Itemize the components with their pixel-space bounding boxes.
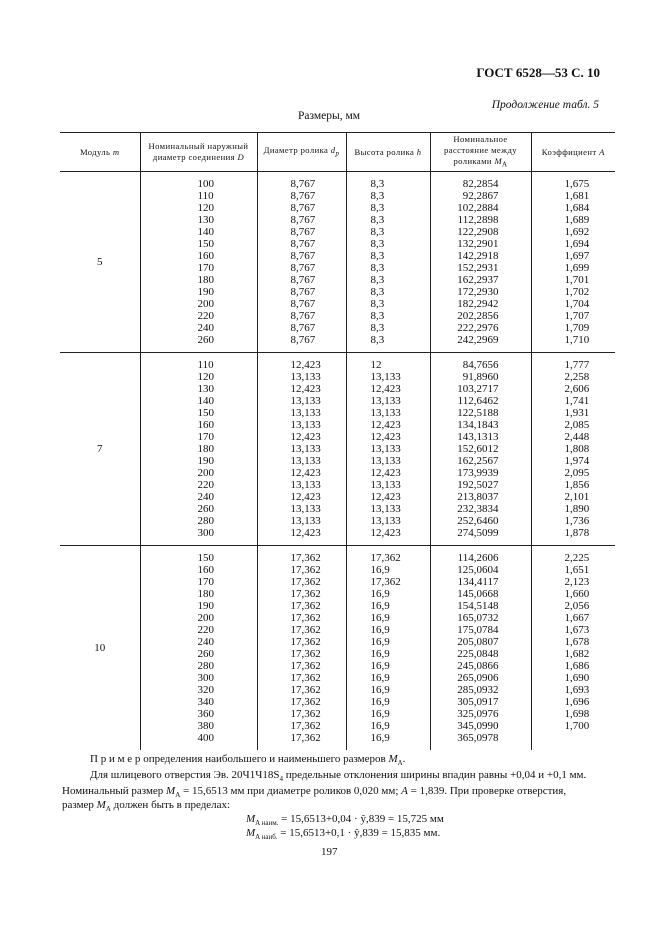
table-value: 12,423 [290, 431, 321, 443]
table-value: 122,2908 [457, 226, 499, 238]
table-value: 345,0990 [457, 720, 499, 732]
table-value: 8,3 [370, 334, 385, 346]
table-value: 170 [197, 262, 214, 274]
table-value: 17,362 [290, 564, 321, 576]
column-cell-MA [430, 353, 531, 546]
column-cell-MA [430, 172, 531, 353]
table-value: 1,667 [564, 612, 590, 624]
table-value: 120 [197, 371, 214, 383]
table-value: 280 [197, 515, 214, 527]
table-value: 1,698 [564, 708, 590, 720]
table-value: 142,2918 [457, 250, 499, 262]
table-value: 182,2942 [457, 298, 499, 310]
table-value: 8,3 [370, 238, 385, 250]
table-value: 130 [197, 383, 214, 395]
table-value: 13,133 [370, 395, 401, 407]
table-value: 16,9 [370, 708, 390, 720]
table-value: 17,362 [290, 624, 321, 636]
table-value: 143,1313 [457, 431, 499, 443]
table-value: 200 [197, 298, 214, 310]
table-value: 162,2937 [457, 274, 499, 286]
table-value: 280 [197, 660, 214, 672]
table-value: 17,362 [370, 576, 401, 588]
table-value: 1,890 [564, 503, 590, 515]
table-value: 325,0976 [457, 708, 499, 720]
table-value: 16,9 [370, 720, 390, 732]
table-value: 16,9 [370, 588, 390, 600]
table-value: 13,133 [290, 443, 321, 455]
example-line-4: размер $M_A$ должен быть в пределах: [62, 799, 231, 814]
column-cell-D [140, 353, 257, 546]
table-value: 1,651 [564, 564, 590, 576]
table-value: 1,692 [564, 226, 590, 238]
table-value: 8,3 [370, 178, 385, 190]
table-value: 1,707 [564, 310, 590, 322]
table-header-row [60, 133, 615, 172]
table-value: 100 [197, 178, 214, 190]
table-value: 8,767 [290, 214, 316, 226]
column-cell-h [346, 172, 430, 353]
table-value: 2,095 [564, 467, 590, 479]
table-value: 1,777 [564, 359, 590, 371]
table-value: 1,686 [564, 660, 590, 672]
table-value: 17,362 [290, 588, 321, 600]
table-value: 8,3 [370, 322, 385, 334]
table-value: 200 [197, 612, 214, 624]
table-value: 380 [197, 720, 214, 732]
table-value: 152,2931 [457, 262, 499, 274]
table-value: 17,362 [290, 732, 321, 744]
table-value: 340 [197, 696, 214, 708]
table-continuation-label: Продолжение табл. 5 [491, 99, 599, 111]
table-units-label: Размеры, мм [298, 110, 361, 122]
column-cell-D [140, 172, 257, 353]
col-header-distance: Номинальное расстояние между роликами $M_A$ [430, 133, 531, 172]
column-cell-h [346, 546, 430, 751]
table-value: 112,2898 [457, 214, 499, 226]
table-value: 112,6462 [457, 395, 499, 407]
table-value: 1,710 [564, 334, 590, 346]
table-value: 285,0932 [457, 684, 499, 696]
table-value: 200 [197, 467, 214, 479]
table-value: 13,133 [370, 479, 401, 491]
table-value: 260 [197, 648, 214, 660]
table-value: 8,3 [370, 274, 385, 286]
table-value: 160 [197, 250, 214, 262]
table-value: 132,2901 [457, 238, 499, 250]
table-value: 240 [197, 322, 214, 334]
table-value: 145,0668 [457, 588, 499, 600]
col-header-diameter: Номинальный наружный диаметр соединения D [140, 133, 257, 172]
table-value: 1,709 [564, 322, 590, 334]
table-value: 140 [197, 226, 214, 238]
table-value: 240 [197, 636, 214, 648]
table-value: 160 [197, 564, 214, 576]
table-value: 240 [197, 491, 214, 503]
table-value: 190 [197, 455, 214, 467]
table-value: 8,3 [370, 262, 385, 274]
table-value: 8,3 [370, 298, 385, 310]
example-line-2: Для шлицевого отверстия Эв. $20Ч1Ч18S_4$ предельные отклонения ширины впадин равны +0,04 и +0,1 мм. [90, 769, 587, 784]
table-value: 152,6012 [457, 443, 499, 455]
table-value: 17,362 [370, 552, 401, 564]
table-value: 12,423 [370, 491, 401, 503]
table-value: 1,673 [564, 624, 590, 636]
table-value: 13,133 [290, 407, 321, 419]
table-value: 13,133 [370, 515, 401, 527]
table-value: 1,931 [564, 407, 590, 419]
table-value: 225,0848 [457, 648, 499, 660]
formula-min: $M_{A наим.} = 15,6513+0,04$ · ŷ,839 = 15,725 мм [246, 813, 444, 828]
table-value: 12,423 [370, 467, 401, 479]
example-heading: П р и м е р определения наибольшего и наименьшего размеров $M_A$. [90, 753, 406, 768]
table-value: 170 [197, 576, 214, 588]
table-value: 1,684 [564, 202, 590, 214]
table-value: 260 [197, 334, 214, 346]
table-value: 110 [197, 190, 214, 202]
table-value: 12 [370, 359, 382, 371]
table-value: 17,362 [290, 612, 321, 624]
table-value: 2,056 [564, 600, 590, 612]
table-value: 2,101 [564, 491, 590, 503]
table-value: 12,423 [290, 383, 321, 395]
table-value: 2,085 [564, 419, 590, 431]
table-value: 16,9 [370, 732, 390, 744]
table-value: 8,767 [290, 202, 316, 214]
table-value: 8,767 [290, 238, 316, 250]
table-value: 2,606 [564, 383, 590, 395]
table-value: 1,660 [564, 588, 590, 600]
module-group-row [60, 353, 615, 546]
table-value: 300 [197, 672, 214, 684]
roller-dimensions-table [60, 132, 615, 750]
table-value: 1,693 [564, 684, 590, 696]
table-value: 12,423 [290, 527, 321, 539]
example-line-3: Номинальный размер $M_A = 15,6513$ мм при диаметре роликов 0,020 мм; A = 1,839. При проверке отверстия, [62, 785, 567, 800]
table-value: 12,423 [370, 431, 401, 443]
formula-max: $M_{A наиб.} = 15,6513+0,1$ · ŷ,839 = 15,835 мм. [246, 827, 441, 842]
table-value: 12,423 [290, 359, 321, 371]
table-value: 13,133 [290, 455, 321, 467]
table-value: 13,133 [290, 395, 321, 407]
table-value: 1,704 [564, 298, 590, 310]
table-value: 17,362 [290, 636, 321, 648]
table-value: 8,767 [290, 178, 316, 190]
table-value: 1,696 [564, 696, 590, 708]
table-value: 103,2717 [457, 383, 499, 395]
table-value: 1,678 [564, 636, 590, 648]
table-value: 8,767 [290, 334, 316, 346]
column-cell-A [531, 172, 615, 353]
table-value: 13,133 [370, 371, 401, 383]
page-number: 197 [321, 846, 338, 858]
table-value: 1,682 [564, 648, 590, 660]
col-header-roller-height: Высота ролика h [346, 133, 430, 172]
col-header-module: Модуль m [60, 133, 140, 172]
table-value: 165,0732 [457, 612, 499, 624]
table-value: 2,123 [564, 576, 590, 588]
table-value: 360 [197, 708, 214, 720]
table-value: 17,362 [290, 696, 321, 708]
table-value: 150 [197, 552, 214, 564]
table-value: 265,0906 [457, 672, 499, 684]
table-value: 102,2884 [457, 202, 499, 214]
table-value: 305,0917 [457, 696, 499, 708]
table-value: 2,225 [564, 552, 590, 564]
table-value: 2,258 [564, 371, 590, 383]
table-value: 192,5027 [457, 479, 499, 491]
table-value: 8,767 [290, 286, 316, 298]
table-value: 92,2867 [462, 190, 499, 202]
table-value: 300 [197, 527, 214, 539]
table-value: 180 [197, 443, 214, 455]
table-value: 16,9 [370, 636, 390, 648]
table-value: 12,423 [290, 467, 321, 479]
table-value: 16,9 [370, 648, 390, 660]
table-value: 8,3 [370, 310, 385, 322]
table-value: 180 [197, 274, 214, 286]
table-value: 120 [197, 202, 214, 214]
module-value: 10 [94, 642, 106, 654]
table-value: 122,5188 [457, 407, 499, 419]
table-value: 220 [197, 479, 214, 491]
table-value: 154,5148 [457, 600, 499, 612]
table-value: 205,0807 [457, 636, 499, 648]
table-value: 84,7656 [462, 359, 499, 371]
table-value: 160 [197, 419, 214, 431]
column-cell-D [140, 546, 257, 751]
table-value: 8,3 [370, 286, 385, 298]
column-cell-MA [430, 546, 531, 751]
table-value: 1,974 [564, 455, 590, 467]
table-value: 1,878 [564, 527, 590, 539]
table-value: 8,3 [370, 190, 385, 202]
table-value: 16,9 [370, 672, 390, 684]
table-value: 150 [197, 238, 214, 250]
table-value: 1,741 [564, 395, 590, 407]
column-cell-dp [257, 546, 346, 751]
table-value: 400 [197, 732, 214, 744]
table-value: 8,3 [370, 250, 385, 262]
table-value: 190 [197, 286, 214, 298]
table-value: 17,362 [290, 672, 321, 684]
table-body [60, 172, 615, 751]
table-value: 8,3 [370, 214, 385, 226]
table-value: 1,702 [564, 286, 590, 298]
table-value: 1,699 [564, 262, 590, 274]
table-value: 1,700 [564, 720, 590, 732]
table-value: 17,362 [290, 576, 321, 588]
table-value: 13,133 [370, 443, 401, 455]
table-value: 175,0784 [457, 624, 499, 636]
table-value: 130 [197, 214, 214, 226]
table-value: 202,2856 [457, 310, 499, 322]
table-value: 140 [197, 395, 214, 407]
table-value: 180 [197, 588, 214, 600]
table-value: 150 [197, 407, 214, 419]
table-value: 1,701 [564, 274, 590, 286]
col-header-coefficient: Коэффициент A [531, 133, 615, 172]
module-value: 7 [60, 353, 140, 546]
table-value: 8,767 [290, 226, 316, 238]
table-value: 242,2969 [457, 334, 499, 346]
table-value: 1,736 [564, 515, 590, 527]
table-value: 17,362 [290, 600, 321, 612]
table-value: 82,2854 [462, 178, 499, 190]
table-value: 8,767 [290, 322, 316, 334]
table-value: 1,808 [564, 443, 590, 455]
table-value: 13,133 [370, 407, 401, 419]
table-value: 17,362 [290, 684, 321, 696]
table-value: 12,423 [290, 491, 321, 503]
table-value: 245,0866 [457, 660, 499, 672]
column-cell-dp [257, 353, 346, 546]
table-value: 17,362 [290, 660, 321, 672]
column-cell-A [531, 546, 615, 751]
table-value: 16,9 [370, 564, 390, 576]
table-value: 13,133 [290, 503, 321, 515]
table-value: 8,767 [290, 262, 316, 274]
table-value: 91,8960 [462, 371, 499, 383]
table-value: 172,2930 [457, 286, 499, 298]
column-cell-dp [257, 172, 346, 353]
table-value: 13,133 [290, 515, 321, 527]
table-value: 17,362 [290, 552, 321, 564]
table-value: 13,133 [290, 419, 321, 431]
table-value: 1,675 [564, 178, 590, 190]
table-value: 1,856 [564, 479, 590, 491]
table-value: 13,133 [370, 503, 401, 515]
table-value: 13,133 [370, 455, 401, 467]
table-value: 8,767 [290, 190, 316, 202]
table-value: 220 [197, 310, 214, 322]
table-value: 220 [197, 624, 214, 636]
table-value: 12,423 [370, 383, 401, 395]
table-value: 8,767 [290, 250, 316, 262]
table-value: 274,5099 [457, 527, 499, 539]
table-value: 190 [197, 600, 214, 612]
table-value: 134,4117 [457, 576, 499, 588]
table-value: 16,9 [370, 624, 390, 636]
table-value: 320 [197, 684, 214, 696]
table-value: 125,0604 [457, 564, 499, 576]
table-value: 16,9 [370, 696, 390, 708]
table-value: 12,423 [370, 419, 401, 431]
document-header: ГОСТ 6528—53 С. 10 [476, 65, 600, 80]
table-value: 232,3834 [457, 503, 499, 515]
column-cell-h [346, 353, 430, 546]
table-value: 12,423 [370, 527, 401, 539]
table-value: 8,767 [290, 274, 316, 286]
table-value: 365,0978 [457, 732, 499, 744]
table-value: 252,6460 [457, 515, 499, 527]
table-value: 162,2567 [457, 455, 499, 467]
table-value: 8,767 [290, 298, 316, 310]
table-value: 13,133 [290, 479, 321, 491]
table-value: 222,2976 [457, 322, 499, 334]
table-value: 8,767 [290, 310, 316, 322]
table-value: 8,3 [370, 226, 385, 238]
table-value: 1,690 [564, 672, 590, 684]
table-value: 13,133 [290, 371, 321, 383]
module-group-row [60, 546, 615, 751]
table-value: 110 [197, 359, 214, 371]
table-value: 134,1843 [457, 419, 499, 431]
table-value: 2,448 [564, 431, 590, 443]
table-value: 17,362 [290, 720, 321, 732]
table-value: 17,362 [290, 708, 321, 720]
table-value: 1,681 [564, 190, 590, 202]
table-value: 1,694 [564, 238, 590, 250]
table-value: 8,3 [370, 202, 385, 214]
column-cell-A [531, 353, 615, 546]
table-value: 173,9939 [457, 467, 499, 479]
table-value: 213,8037 [457, 491, 499, 503]
module-group-row [60, 172, 615, 353]
table-value: 114,2606 [457, 552, 499, 564]
table-value: 260 [197, 503, 214, 515]
module-value: 5 [60, 172, 140, 353]
table-value: 17,362 [290, 648, 321, 660]
col-header-roller-diameter: Диаметр ролика $d_p$ [257, 133, 346, 172]
table-value: 16,9 [370, 612, 390, 624]
table-value: 16,9 [370, 684, 390, 696]
table-value: 1,697 [564, 250, 590, 262]
table-value: 170 [197, 431, 214, 443]
table-value: 16,9 [370, 600, 390, 612]
table-value: 16,9 [370, 660, 390, 672]
table-value: 1,689 [564, 214, 590, 226]
